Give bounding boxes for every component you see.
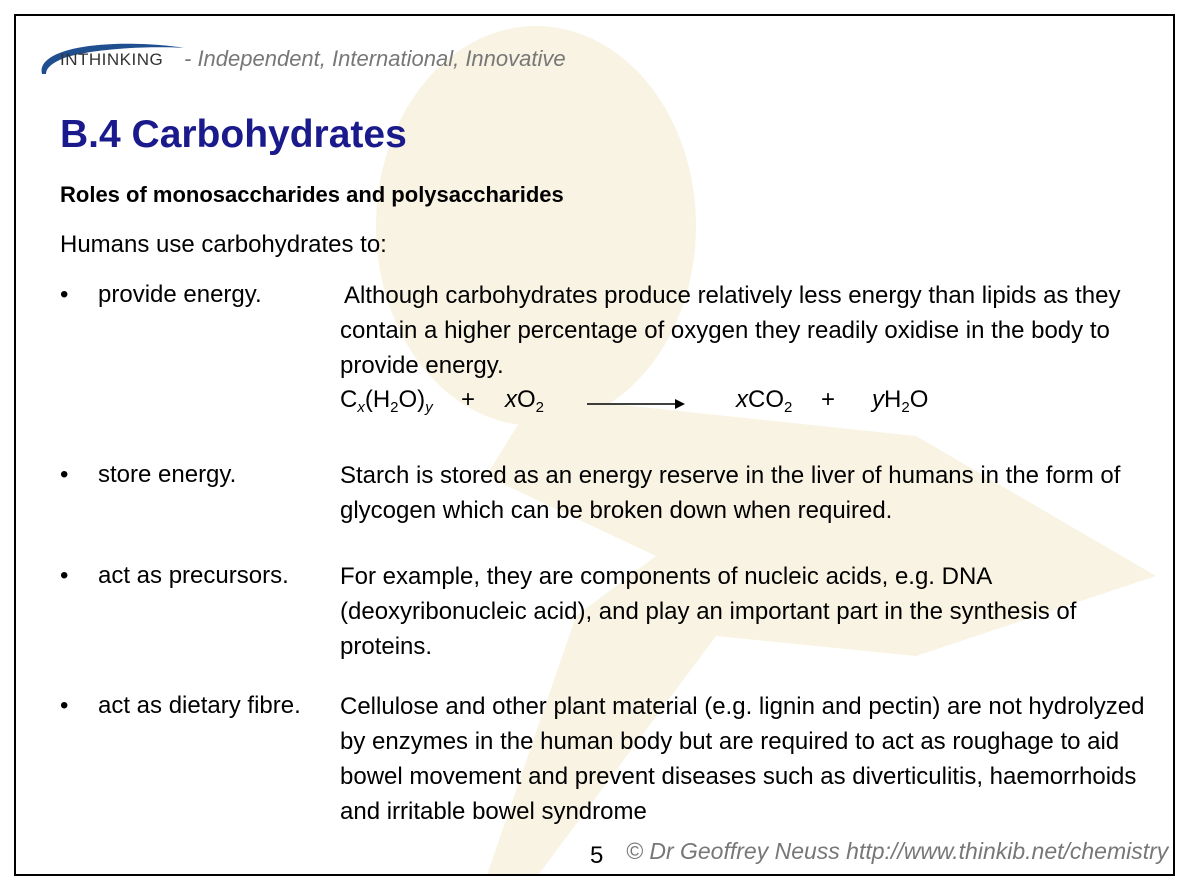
page-title: B.4 Carbohydrates <box>60 113 407 156</box>
bullet-description: For example, they are components of nucleic acids, e.g. DNA (deoxyribonucleic acid), and play an important part in the synthesis of proteins. <box>340 563 1077 660</box>
bullet-term: store energy. <box>98 461 237 488</box>
reaction-arrow-icon <box>587 394 687 414</box>
bullet-term: act as dietary fibre. <box>98 692 301 719</box>
equation-product-1: xCO$_2$ <box>736 386 793 416</box>
bullet-description: Cellulose and other plant material (e.g. lignin and pectin) are not hydrolyzed by enzymes in the human body but are required to act as roughage to aid bowel movement and prevent diseases such as diverticulitis, haemorrhoids and irritable bowel syndrome <box>340 693 1145 825</box>
copyright-text: © Dr Geoffrey Neuss http://www.thinkib.net/chemistry <box>626 838 1169 864</box>
bullet-description: Starch is stored as an energy reserve in the liver of humans in the form of glycogen which can be broken down when required. <box>340 462 1121 524</box>
bullet-term: act as precursors. <box>98 562 289 589</box>
logo-text: INTHINKING <box>60 50 164 69</box>
bullet-icon: • <box>60 461 69 488</box>
tagline: - Independent, International, Innovative <box>184 46 566 71</box>
bullet-icon: • <box>60 281 69 308</box>
bullet-icon: • <box>60 562 69 589</box>
bullet-term: provide energy. <box>98 281 262 308</box>
page-number: 5 <box>590 842 604 869</box>
section-subtitle: Roles of monosaccharides and polysaccharides <box>60 182 564 207</box>
equation-reactant-1: $C_x(H_2O)_y$ <box>340 386 433 416</box>
bullet-description: Although carbohydrates produce relatively less energy than lipids as they contain a higher percentage of oxygen they readily oxidise in the body to provide energy. <box>340 282 1121 379</box>
intro-text: Humans use carbohydrates to: <box>60 231 387 258</box>
equation-plus-1: + <box>461 386 476 413</box>
equation-plus-2: + <box>821 386 836 413</box>
bullet-icon: • <box>60 692 69 719</box>
slide <box>14 14 1175 876</box>
chemical-equation <box>340 386 1040 420</box>
equation-reactant-2: $xO_2$ <box>505 386 545 416</box>
equation-product-2: $yH_2O$ <box>872 386 929 416</box>
